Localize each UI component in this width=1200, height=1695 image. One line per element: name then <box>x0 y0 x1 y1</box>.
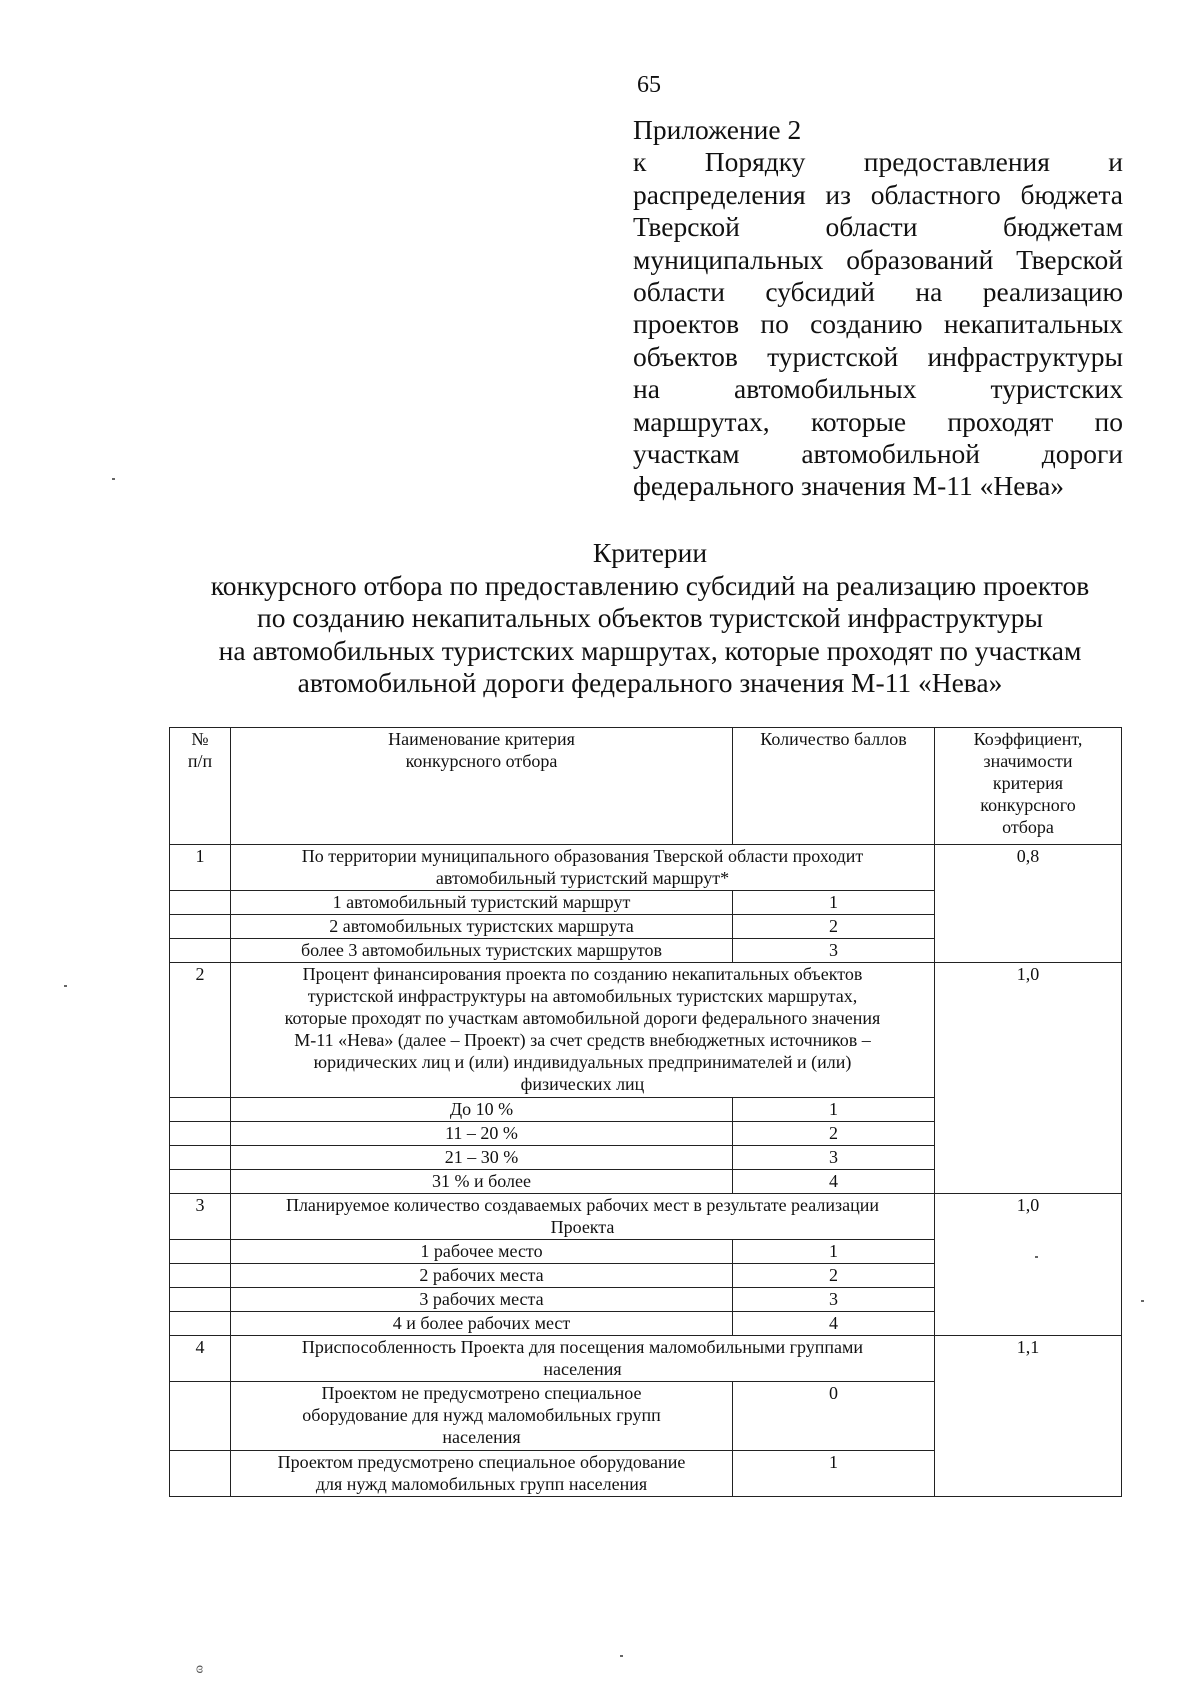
header-num-line: п/п <box>187 751 213 771</box>
header-coef-line: Коэффициент, <box>973 729 1083 749</box>
option-label-line: Проектом не предусмотрено специальное <box>321 1383 642 1403</box>
table-row <box>170 1194 1122 1240</box>
appendix-line: распределения из областного бюджета <box>633 178 1123 210</box>
option-label: 21 – 30 % <box>231 1146 733 1170</box>
option-points: 4 <box>733 1312 935 1336</box>
criterion-title-line: физических лиц <box>520 1074 645 1094</box>
empty-cell <box>170 1146 231 1170</box>
header-num-line: № <box>191 729 209 749</box>
criterion-title-line: Приспособленность Проекта для посещения маломобильными группами <box>301 1337 864 1357</box>
header-coef-line: значимости <box>983 751 1073 771</box>
option-points: 4 <box>733 1170 935 1194</box>
title-heading: Критерии <box>592 537 708 568</box>
criterion-coef: 1,0 <box>935 963 1122 1194</box>
option-label: 1 рабочее место <box>231 1240 733 1264</box>
option-label-line: для нужд маломобильных групп населения <box>315 1474 648 1494</box>
criterion-title-line: юридических лиц и (или) индивидуальных предпринимателей и (или) <box>313 1052 852 1072</box>
option-points: 2 <box>733 915 935 939</box>
option-label: более 3 автомобильных туристских маршрутов <box>231 939 733 963</box>
appendix-line: объектов туристской инфраструктуры <box>633 340 1123 372</box>
option-label: 1 автомобильный туристский маршрут <box>231 891 733 915</box>
empty-cell <box>170 1264 231 1288</box>
appendix-line: федерального значения М-11 «Нева» <box>633 470 1065 502</box>
option-points: 1 <box>733 1451 935 1497</box>
appendix-line: области субсидий на реализацию <box>633 276 1123 308</box>
empty-cell <box>170 891 231 915</box>
appendix-line: Приложение 2 <box>633 114 802 145</box>
empty-cell <box>170 915 231 939</box>
scan-speck <box>112 478 115 480</box>
option-label: 4 и более рабочих мест <box>231 1312 733 1336</box>
appendix-line: Тверской области бюджетам <box>633 211 1123 243</box>
scan-speck <box>620 1655 623 1657</box>
criterion-title <box>231 963 935 1098</box>
header-coef-line: отбора <box>1002 817 1054 837</box>
appendix-line: на автомобильных туристских <box>633 373 1123 405</box>
option-label-line: Проектом предусмотрено специальное оборудование <box>277 1452 686 1472</box>
empty-cell <box>170 1122 231 1146</box>
empty-cell <box>170 1288 231 1312</box>
table-row <box>170 1336 1122 1382</box>
appendix-line: маршрутах, которые проходят по <box>633 405 1123 437</box>
criterion-title <box>231 845 935 891</box>
empty-cell <box>170 939 231 963</box>
criterion-title-line: автомобильный туристский маршрут* <box>435 868 730 888</box>
option-points: 1 <box>733 891 935 915</box>
header-coef <box>935 728 1122 845</box>
option-points: 0 <box>733 1382 935 1451</box>
empty-cell <box>170 1382 231 1451</box>
header-name-line: Наименование критерия <box>388 729 575 749</box>
option-label: До 10 % <box>231 1098 733 1122</box>
document-title <box>140 537 1160 700</box>
criterion-num: 2 <box>170 963 231 1098</box>
option-points: 2 <box>733 1122 935 1146</box>
criterion-title-line: которые проходят по участкам автомобильной дороги федерального значения <box>284 1008 881 1028</box>
appendix-line: муниципальных образований Тверской <box>633 243 1123 275</box>
table-row <box>170 963 1122 1098</box>
option-label: 31 % и более <box>231 1170 733 1194</box>
criterion-title-line: туристской инфраструктуры на автомобильных туристских маршрутах, <box>307 986 858 1006</box>
header-points: Количество баллов <box>733 728 935 845</box>
option-points: 1 <box>733 1240 935 1264</box>
criterion-coef: 1,0 <box>935 1194 1122 1336</box>
header-name <box>231 728 733 845</box>
scan-scribble: ɞ <box>196 1660 204 1677</box>
option-label-line: оборудование для нужд маломобильных групп <box>302 1405 661 1425</box>
criterion-num: 4 <box>170 1336 231 1382</box>
option-points: 3 <box>733 1146 935 1170</box>
empty-cell <box>170 1312 231 1336</box>
appendix-line: проектов по созданию некапитальных <box>633 308 1123 340</box>
title-line: по созданию некапитальных объектов туристской инфраструктуры <box>257 602 1043 633</box>
page-number: 65 <box>637 72 661 98</box>
empty-cell <box>170 1451 231 1497</box>
title-line: автомобильной дороги федерального значения М-11 «Нева» <box>297 667 1003 698</box>
criterion-title-line: М-11 «Нева» (далее – Проект) за счет средств внебюджетных источников – <box>294 1030 871 1050</box>
appendix-line: участкам автомобильной дороги <box>633 438 1123 470</box>
criterion-title-line: По территории муниципального образования Тверской области проходит <box>301 846 864 866</box>
empty-cell <box>170 1240 231 1264</box>
option-label: 11 – 20 % <box>231 1122 733 1146</box>
scan-speck <box>1035 1256 1038 1258</box>
option-label: 3 рабочих места <box>231 1288 733 1312</box>
criterion-title <box>231 1336 935 1382</box>
criterion-num: 3 <box>170 1194 231 1240</box>
option-label: 2 автомобильных туристских маршрута <box>231 915 733 939</box>
criteria-table <box>169 727 1122 1497</box>
title-line: на автомобильных туристских маршрутах, которые проходят по участкам <box>218 634 1082 666</box>
scan-speck <box>64 985 67 987</box>
criterion-coef: 1,1 <box>935 1336 1122 1497</box>
criterion-num: 1 <box>170 845 231 891</box>
table-header-row <box>170 728 1122 845</box>
appendix-block <box>633 114 1123 503</box>
criterion-title-line: населения <box>543 1359 622 1379</box>
option-points: 2 <box>733 1264 935 1288</box>
header-num <box>170 728 231 845</box>
table-row <box>170 845 1122 891</box>
option-points: 1 <box>733 1098 935 1122</box>
header-coef-line: критерия <box>992 773 1064 793</box>
option-label-line: населения <box>442 1427 521 1447</box>
criterion-coef: 0,8 <box>935 845 1122 963</box>
option-label <box>231 1382 733 1451</box>
criterion-title-line: Процент финансирования проекта по созданию некапитальных объектов <box>302 964 863 984</box>
option-points: 3 <box>733 1288 935 1312</box>
criterion-title <box>231 1194 935 1240</box>
scan-speck <box>1141 1300 1144 1302</box>
criterion-title-line: Проекта <box>550 1217 615 1237</box>
header-coef-line: конкурсного <box>980 795 1076 815</box>
appendix-line: к Порядку предоставления и <box>633 146 1123 178</box>
option-label: 2 рабочих места <box>231 1264 733 1288</box>
empty-cell <box>170 1098 231 1122</box>
header-name-line: конкурсного отбора <box>405 751 558 771</box>
criterion-title-line: Планируемое количество создаваемых рабочих мест в результате реализации <box>285 1195 880 1215</box>
title-line: конкурсного отбора по предоставлению субсидий на реализацию проектов <box>210 569 1090 601</box>
option-label <box>231 1451 733 1497</box>
empty-cell <box>170 1170 231 1194</box>
option-points: 3 <box>733 939 935 963</box>
